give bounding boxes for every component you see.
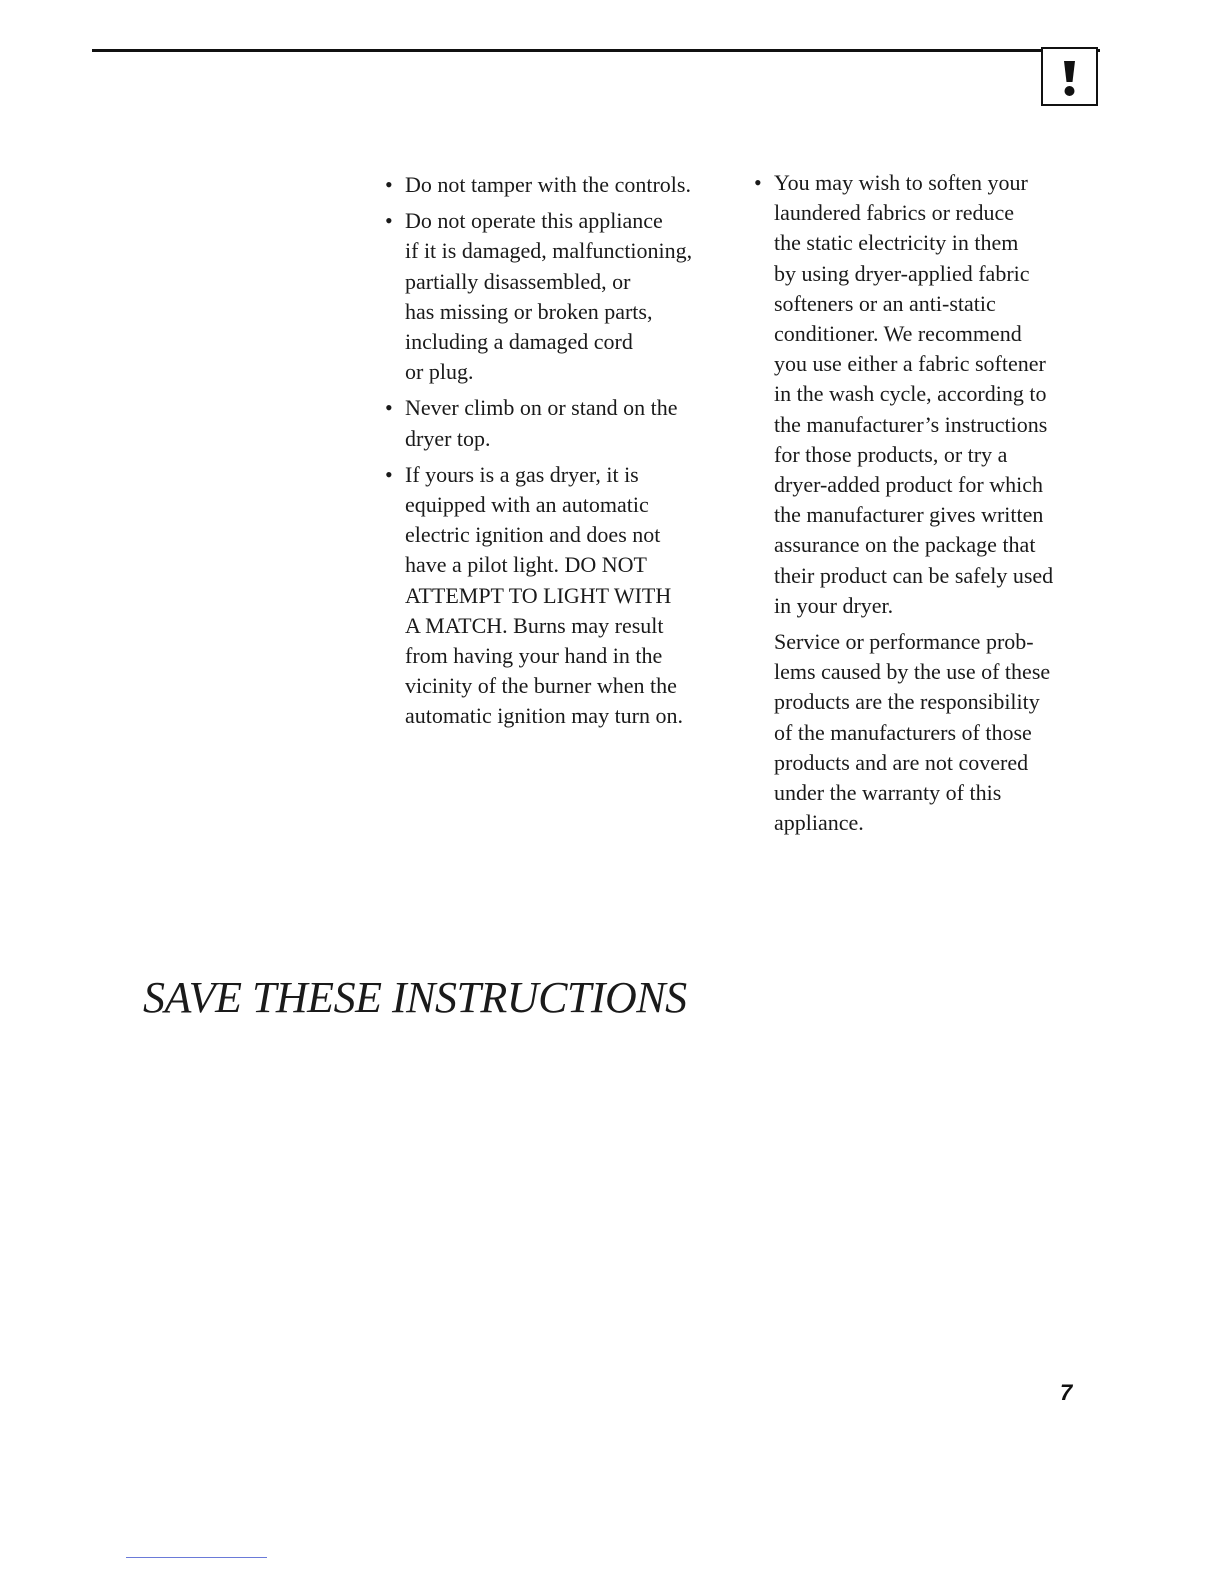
bullet-item-damaged-appliance bbox=[385, 206, 730, 387]
text-line: lems caused by the use of these bbox=[774, 659, 1051, 685]
text-line: assurance on the package that bbox=[774, 532, 1036, 558]
bullet-item-fabric-softener bbox=[754, 168, 1094, 621]
text-line: Service or performance prob- bbox=[774, 629, 1034, 655]
text-line: dryer top. bbox=[405, 425, 491, 451]
text-line: if it is damaged, malfunctioning, bbox=[405, 238, 693, 264]
bullet-item-dryer-top bbox=[385, 393, 730, 453]
page-number: 7 bbox=[1060, 1380, 1073, 1405]
text-line: have a pilot light. DO NOT bbox=[405, 552, 647, 578]
text-line: you use either a fabric softener bbox=[774, 351, 1046, 377]
exclamation-icon bbox=[1043, 49, 1096, 104]
text-line: electric ignition and does not bbox=[405, 522, 661, 548]
text-line: partially disassembled, or bbox=[405, 268, 631, 294]
text-line: including a damaged cord bbox=[405, 329, 633, 355]
top-rule bbox=[92, 49, 1100, 52]
text-line: If yours is a gas dryer, it is bbox=[405, 461, 639, 487]
text-line: by using dryer-applied fabric bbox=[774, 260, 1030, 286]
text-line: vicinity of the burner when the bbox=[405, 673, 677, 699]
text-line: A MATCH. Burns may result bbox=[405, 612, 664, 638]
text-line: in the wash cycle, according to bbox=[774, 381, 1047, 407]
text-line: their product can be safely used bbox=[774, 562, 1054, 588]
text-line: for those products, or try a bbox=[774, 441, 1008, 467]
text-line: Do not tamper with the controls. bbox=[405, 172, 691, 197]
left-column bbox=[385, 170, 730, 738]
text-line: products are the responsibility bbox=[774, 689, 1040, 715]
bullet-dot: • bbox=[754, 170, 762, 195]
text-line: from having your hand in the bbox=[405, 643, 663, 669]
text-line: the manufacturer gives written bbox=[774, 502, 1044, 528]
bullet-dot: • bbox=[385, 461, 393, 487]
text-line: in your dryer. bbox=[774, 592, 894, 618]
text-line: under the warranty of this bbox=[774, 780, 1002, 806]
text-line: equipped with an automatic bbox=[405, 492, 649, 518]
text-line: products and are not covered bbox=[774, 749, 1029, 775]
text-line: softeners or an anti-static bbox=[774, 290, 996, 316]
text-line: automatic ignition may turn on. bbox=[405, 703, 684, 729]
bottom-rule bbox=[126, 1557, 267, 1558]
warning-box bbox=[1041, 47, 1098, 106]
text-line: You may wish to soften your bbox=[774, 170, 1028, 195]
right-column bbox=[754, 168, 1094, 838]
text-line: ATTEMPT TO LIGHT WITH bbox=[405, 582, 672, 608]
service-paragraph bbox=[754, 627, 1094, 838]
bullet-dot: • bbox=[385, 172, 393, 197]
text-line: has missing or broken parts, bbox=[405, 298, 653, 324]
text-line: the static electricity in them bbox=[774, 230, 1019, 256]
text-line: Never climb on or stand on the bbox=[405, 395, 678, 421]
text-line: the manufacturer’s instructions bbox=[774, 411, 1048, 437]
text-line: or plug. bbox=[405, 359, 474, 385]
text-line: laundered fabrics or reduce bbox=[774, 200, 1015, 226]
text-line: appliance. bbox=[774, 810, 864, 836]
bullet-item-controls bbox=[385, 170, 730, 200]
bullet-item-gas-dryer bbox=[385, 460, 730, 732]
text-line: of the manufacturers of those bbox=[774, 719, 1032, 745]
text-line: conditioner. We recommend bbox=[774, 321, 1022, 347]
text-line: dryer-added product for which bbox=[774, 472, 1043, 498]
save-instructions-heading: SAVE THESE INSTRUCTIONS bbox=[143, 973, 687, 1022]
text-line: Do not operate this appliance bbox=[405, 208, 663, 234]
bullet-dot: • bbox=[385, 208, 393, 234]
bullet-dot: • bbox=[385, 395, 393, 421]
